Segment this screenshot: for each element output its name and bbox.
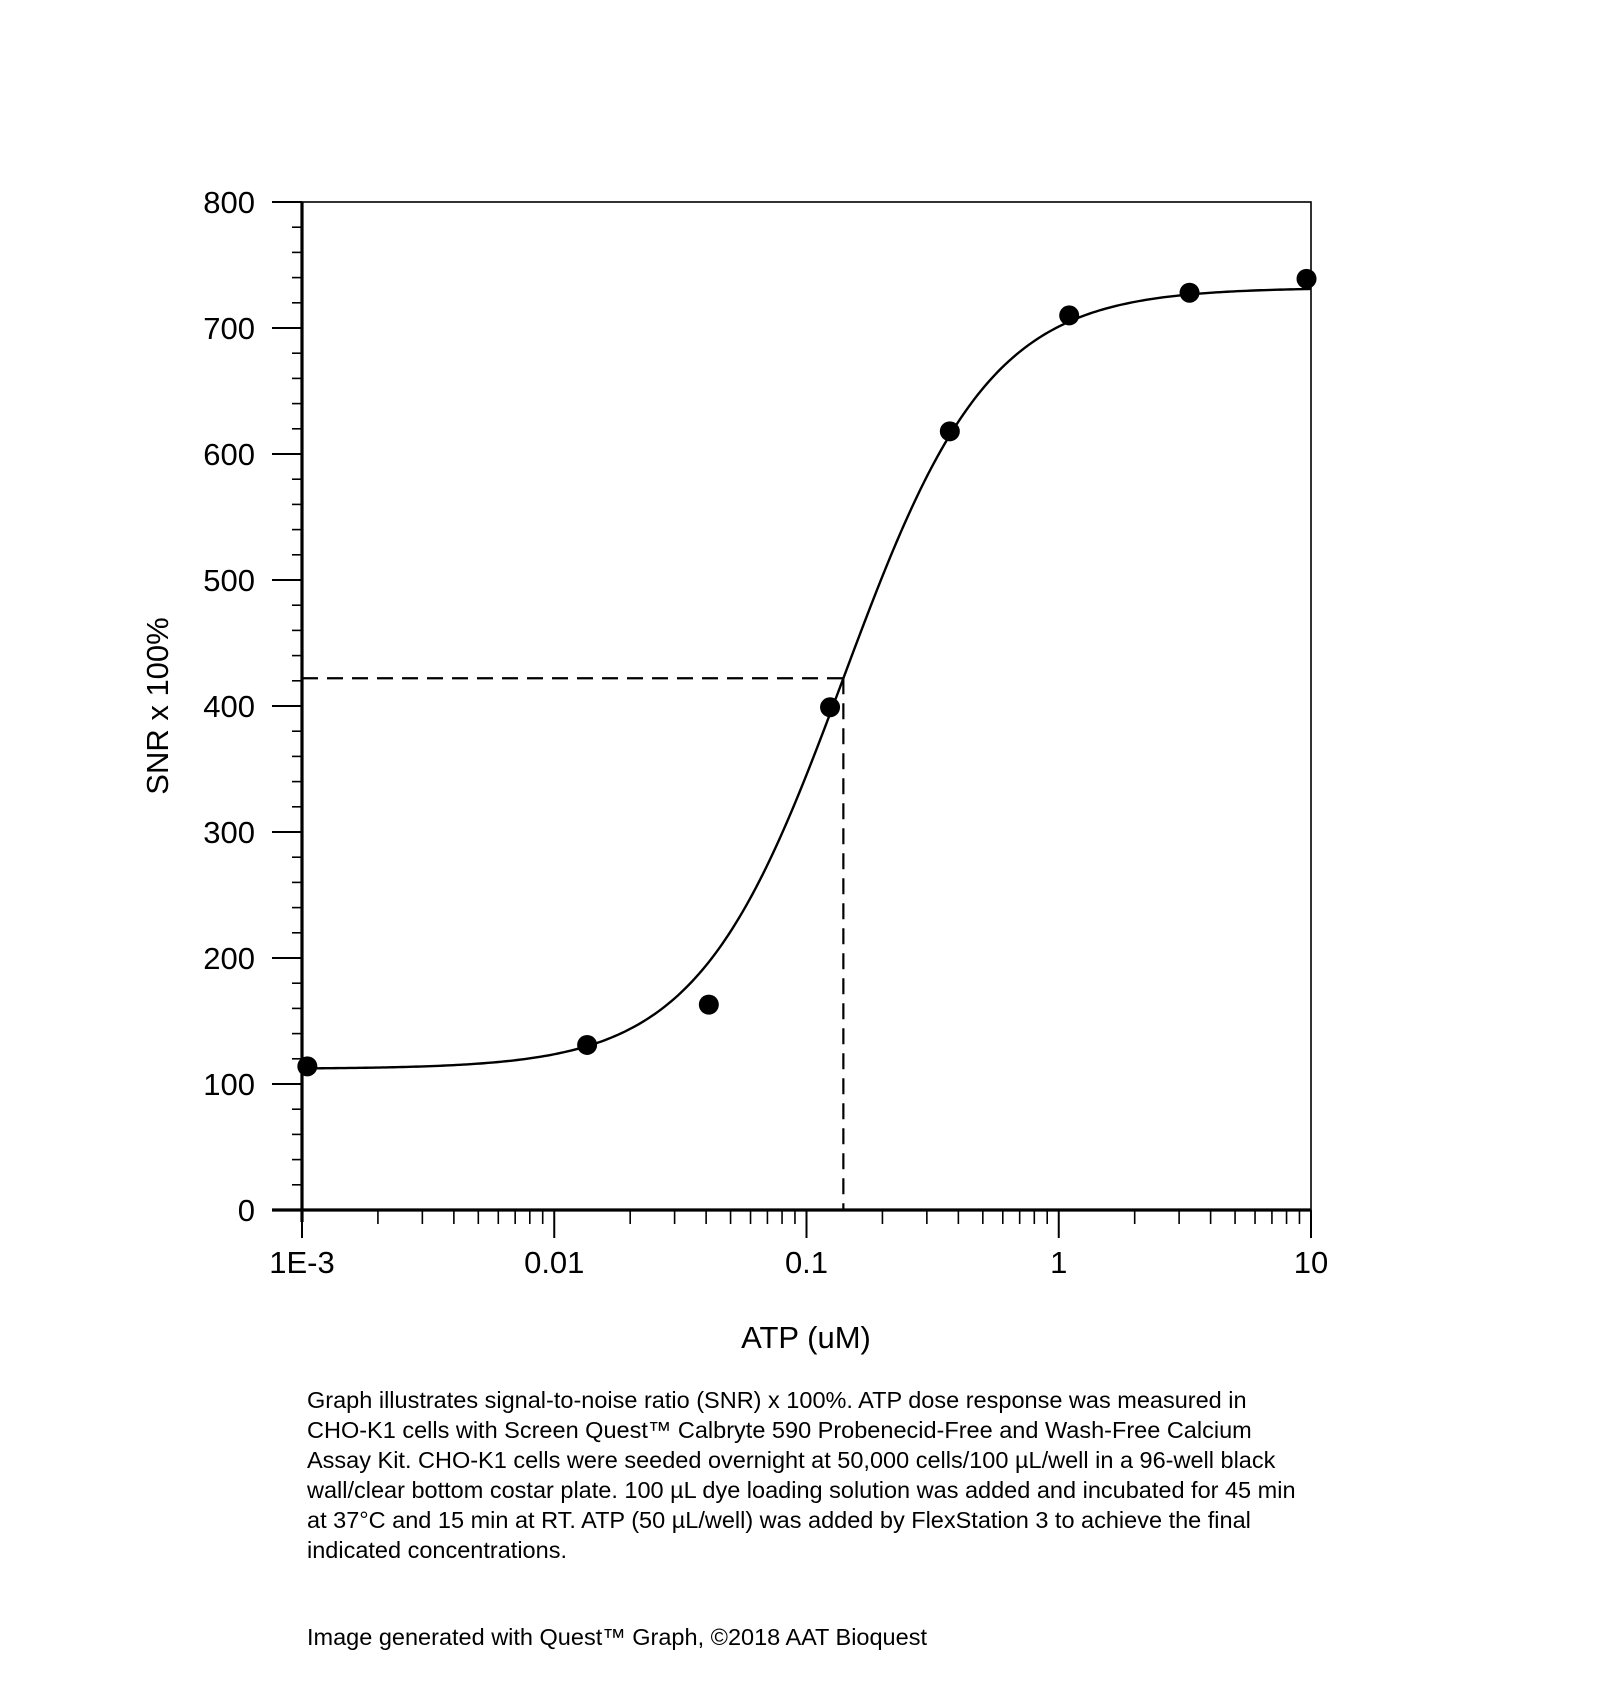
y-tick-label: 0 <box>237 1193 255 1228</box>
plot-frame <box>302 202 1311 1210</box>
figure-caption: Graph illustrates signal-to-noise ratio (SNR) x 100%. ATP dose response was measured in CHO-K1 cells with Screen Quest™ Calbryte 590 Probenecid-Free and Wash-Free Calcium Assay Kit. CHO-K1 cells were seeded overnight at 50,000 cells/100 µL/well in a 96-well black wall/clear bottom costar plate. 100 µL dye loading solution was added and incubated for 45 min at 37°C and 15 min at RT. ATP (50 µL/well) was added by FlexStation 3 to achieve the final indicated concentrations. <box>307 1387 1296 1563</box>
data-point <box>297 1056 317 1076</box>
y-axis-title: SNR x 100% <box>140 617 175 795</box>
data-point <box>577 1035 597 1055</box>
y-tick-label: 800 <box>203 185 255 220</box>
data-points <box>297 269 1316 1077</box>
ec50-dashed-lines <box>302 678 843 1210</box>
y-tick-label: 600 <box>203 437 255 472</box>
data-point <box>1297 269 1317 289</box>
figure-credit: Image generated with Quest™ Graph, ©2018 AAT Bioquest <box>307 1624 927 1650</box>
y-tick-label: 400 <box>203 689 255 724</box>
x-tick-label: 1 <box>1050 1245 1068 1280</box>
x-tick-label: 0.01 <box>524 1245 585 1280</box>
x-tick-label: 10 <box>1293 1245 1329 1280</box>
y-axis <box>203 185 302 1228</box>
y-tick-label: 100 <box>203 1067 255 1102</box>
x-axis <box>269 1210 1328 1280</box>
y-tick-label: 200 <box>203 941 255 976</box>
x-tick-label: 0.1 <box>784 1245 829 1280</box>
data-point <box>820 697 840 717</box>
data-point <box>699 995 719 1015</box>
data-point <box>1059 305 1079 325</box>
y-tick-label: 500 <box>203 563 255 598</box>
x-tick-label: 1E-3 <box>269 1245 335 1280</box>
data-point <box>1180 283 1200 303</box>
plot-border <box>302 202 1311 1210</box>
x-axis-title: ATP (uM) <box>741 1320 871 1355</box>
y-tick-label: 700 <box>203 311 255 346</box>
y-tick-label: 300 <box>203 815 255 850</box>
data-point <box>940 421 960 441</box>
